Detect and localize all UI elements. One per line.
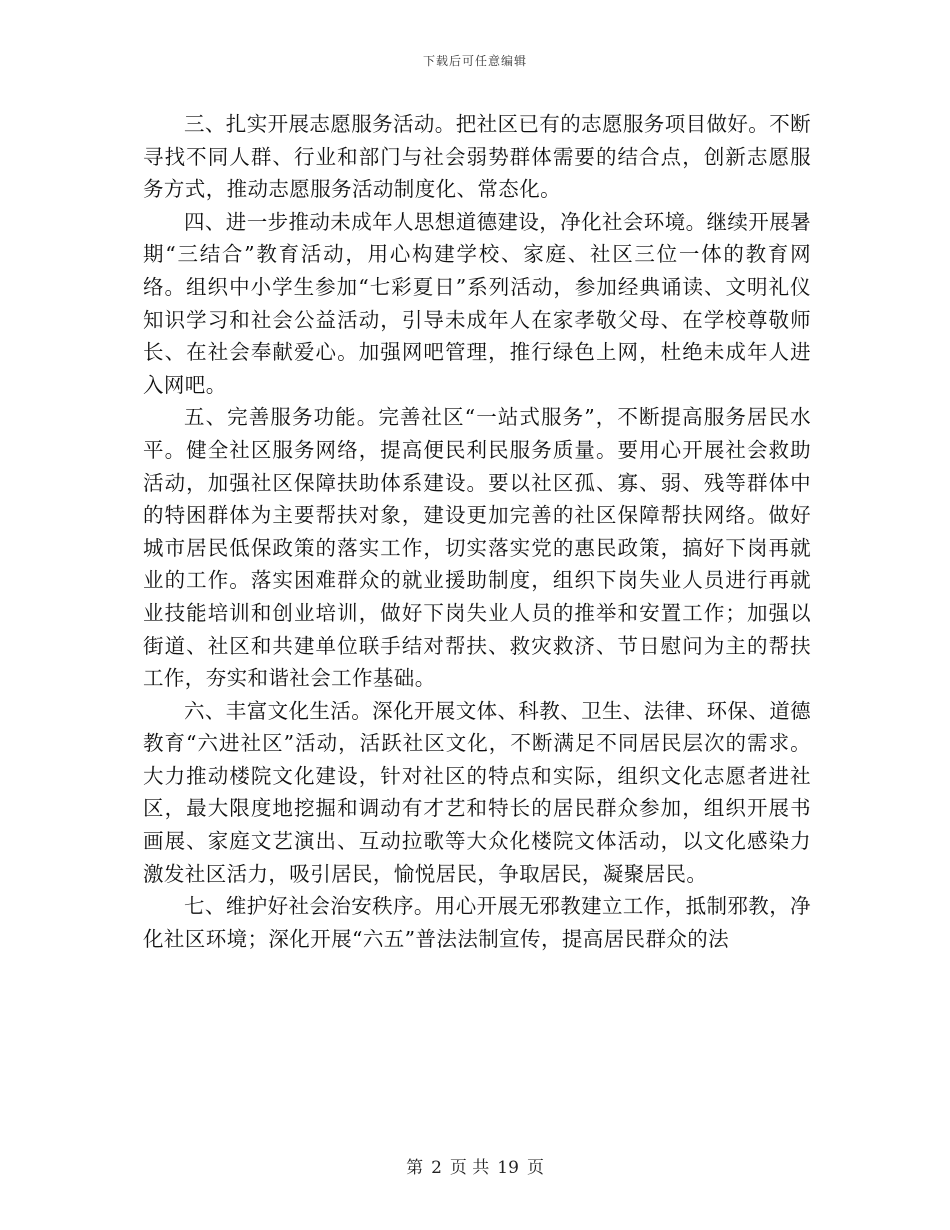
document-body <box>143 108 811 955</box>
footer-prefix: 第 <box>406 1158 424 1178</box>
page-header: 下载后可任意编辑 <box>422 54 527 68</box>
paragraph-minors-moral-education: 四、进一步推动未成年人思想道德建设，净化社会环境。继续开展暑期“三结合”教育活动，用心构建学校、家庭、社区三位一体的教育网络。组织中小学生参加“七彩夏日”系列活动，参加经典诵读、文明礼仪知识学习和社会公益活动，引导未成年人在家孝敬父母、在学校尊敬师长、在社会奉献爱心。加强网吧管理，推行绿色上网，杜绝未成年人进入网吧。 <box>143 209 811 397</box>
footer-suffix: 页 <box>526 1158 544 1178</box>
total-page-count: 19 <box>497 1158 519 1178</box>
footer-middle: 页 共 <box>449 1158 490 1178</box>
paragraph-service-functions: 五、完善服务功能。完善社区“一站式服务”，不断提高服务居民水平。健全社区服务网络，提高便民利民服务质量。要用心开展社会救助活动，加强社区保障扶助体系建设。要以社区孤、寡、弱、残等群体中的特困群体为主要帮扶对象，建设更加完善的社区保障帮扶网络。做好城市居民低保政策的落实工作，切实落实党的惠民政策，搞好下岗再就业的工作。落实困难群众的就业援助制度，组织下岗失业人员进行再就业技能培训和创业培训，做好下岗失业人员的推举和安置工作；加强以街道、社区和共建单位联手结对帮扶、救灾救济、节日慰问为主的帮扶工作，夯实和谐社会工作基础。 <box>143 405 811 691</box>
page-number-footer <box>0 1153 950 1178</box>
paragraph-cultural-life: 六、丰富文化生活。深化开展文体、科教、卫生、法律、环保、道德教育“六进社区”活动，活跃社区文化，不断满足不同居民层次的需求。大力推动楼院文化建设，针对社区的特点和实际，组织文化志愿者进社区，最大限度地挖掘和调动有才艺和特长的居民群众参加，组织开展书画展、家庭文艺演出、互动拉歌等大众化楼院文体活动，以文化感染力激发社区活力，吸引居民，愉悦居民，争取居民，凝聚居民。 <box>143 698 811 886</box>
paragraph-volunteer-service: 三、扎实开展志愿服务活动。把社区已有的志愿服务项目做好。不断寻找不同人群、行业和部门与社会弱势群体需要的结合点，创新志愿服务方式，推动志愿服务活动制度化、常态化。 <box>143 112 811 202</box>
current-page-number: 2 <box>431 1158 442 1178</box>
paragraph-public-security: 七、维护好社会治安秩序。用心开展无邪教建立工作，抵制邪教，净化社区环境；深化开展“六五”普法法制宣传，提高居民群众的法 <box>143 894 811 951</box>
